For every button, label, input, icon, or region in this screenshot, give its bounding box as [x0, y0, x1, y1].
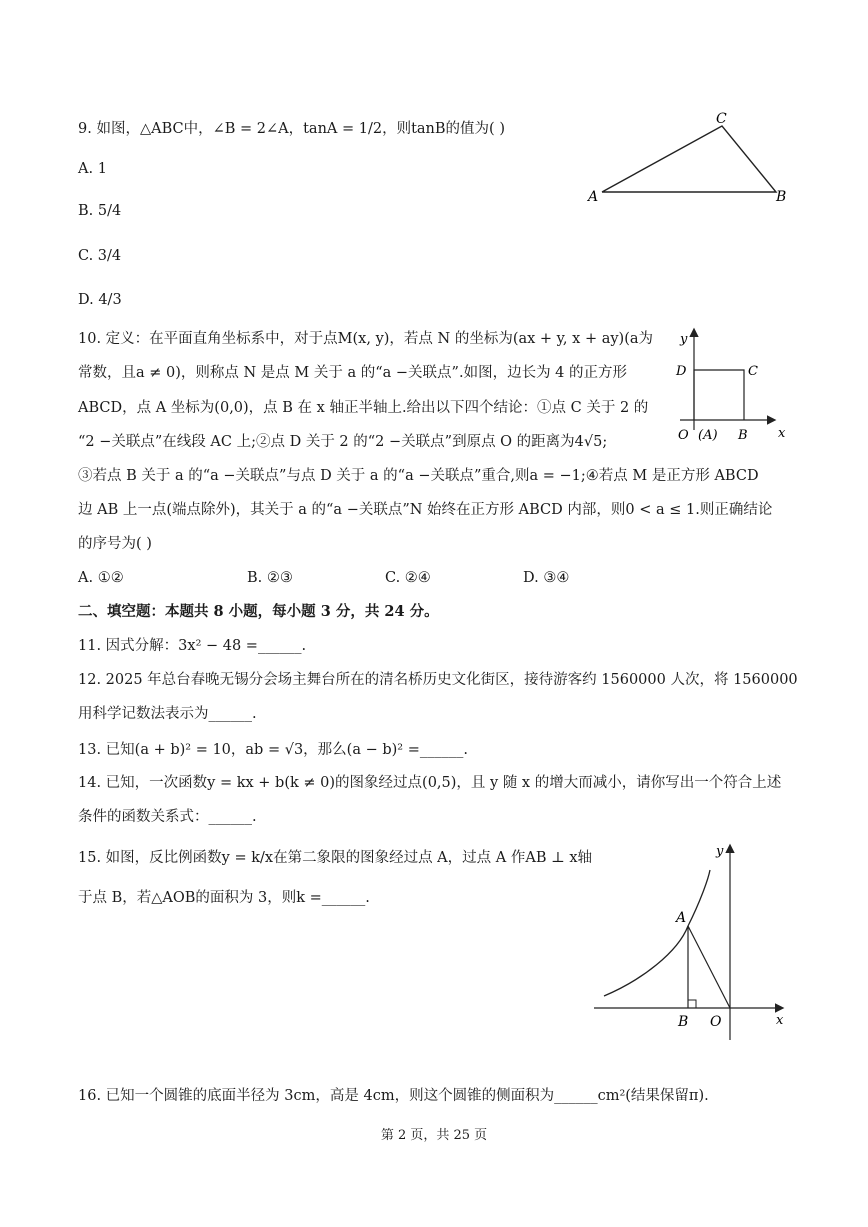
label-o: O	[678, 428, 689, 443]
q11: 11. 因式分解：3x² − 48 =______.	[78, 638, 307, 654]
label-c: C	[748, 364, 758, 379]
label-x: x	[776, 1013, 784, 1028]
q16: 16. 已知一个圆锥的底面半径为 3cm，高是 4cm，则这个圆锥的侧面积为______cm²(结果保留π).	[78, 1088, 709, 1104]
label-x: x	[778, 426, 786, 441]
label-a: (A)	[698, 428, 718, 443]
q10-line-7: 的序号为( )	[78, 536, 152, 552]
label-a: A	[588, 189, 599, 205]
q10-line-1: 10. 定义：在平面直角坐标系中，对于点M(x, y)，若点 N 的坐标为(ax + y, x + ay)(a为	[78, 331, 653, 347]
label-b: B	[678, 1014, 689, 1030]
q10-line-6: 边 AB 上一点(端点除外)，其关于 a 的“a −关联点”N 始终在正方形 ABCD 内部，则0 < a ≤ 1.则正确结论	[78, 502, 773, 518]
q15-line-1: 15. 如图，反比例函数y = k/x在第二象限的图象经过点 A，过点 A 作AB ⊥ x轴	[78, 850, 593, 866]
q15-line-2: 于点 B，若△AOB的面积为 3，则k =______.	[78, 890, 370, 906]
section-2-heading: 二、填空题：本题共 8 小题，每小题 3 分，共 24 分。	[78, 603, 439, 620]
q10-option-a: A. ①②	[78, 570, 124, 586]
q13: 13. 已知(a + b)² = 10，ab = √3，那么(a − b)² =______.	[78, 742, 468, 758]
triangle-abc	[602, 126, 776, 192]
label-y: y	[716, 844, 724, 859]
page-footer: 第 2 页，共 25 页	[380, 1128, 488, 1143]
q10-square-figure	[670, 322, 800, 446]
q10-option-b: B. ②③	[247, 570, 293, 586]
label-d: D	[676, 364, 687, 379]
q9-triangle-figure	[580, 108, 800, 218]
label-o: O	[710, 1014, 722, 1030]
q9-stem: 9. 如图，△ABC中，∠B = 2∠A，tanA = 1/2，则tanB的值为( )	[78, 121, 505, 137]
q12-line-1: 12. 2025 年总台春晚无锡分会场主舞台所在的清名桥历史文化街区，接待游客约 1560000 人次，将 1560000	[78, 672, 798, 688]
q9-option-a: A. 1	[78, 161, 107, 177]
label-b: B	[776, 189, 787, 205]
q10-line-5: ③若点 B 关于 a 的“a −关联点”与点 D 关于 a 的“a −关联点”重合,则a = −1;④若点 M 是正方形 ABCD	[78, 468, 759, 484]
q10-option-c: C. ②④	[385, 570, 431, 586]
right-angle-mark	[688, 1000, 696, 1008]
label-b: B	[738, 428, 748, 443]
label-y: y	[680, 332, 688, 347]
label-a: A	[676, 910, 687, 926]
segment-ao	[688, 926, 730, 1008]
q14-line-2: 条件的函数关系式：______.	[78, 809, 257, 825]
q9-option-b: B. 5/4	[78, 203, 122, 219]
q9-option-d: D. 4/3	[78, 292, 122, 308]
square-abcd	[694, 370, 744, 420]
q10-line-4: “2 −关联点”在线段 AC 上;②点 D 关于 2 的“2 −关联点”到原点 O 的距离为4√5;	[78, 434, 608, 450]
q10-option-d: D. ③④	[523, 570, 570, 586]
q9-option-c: C. 3/4	[78, 248, 122, 264]
q15-hyperbola-figure	[592, 840, 792, 1045]
label-c: C	[716, 111, 727, 127]
q12-line-2: 用科学记数法表示为______.	[78, 706, 257, 722]
q10-line-3: ABCD，点 A 坐标为(0,0)，点 B 在 x 轴正半轴上.给出以下四个结论：①点 C 关于 2 的	[78, 400, 649, 416]
hyperbola-curve	[604, 870, 710, 996]
q14-line-1: 14. 已知，一次函数y = kx + b(k ≠ 0)的图象经过点(0,5)，且 y 随 x 的增大而减小，请你写出一个符合上述	[78, 775, 782, 791]
q10-line-2: 常数，且a ≠ 0)，则称点 N 是点 M 关于 a 的“a −关联点”.如图，边长为 4 的正方形	[78, 365, 628, 381]
